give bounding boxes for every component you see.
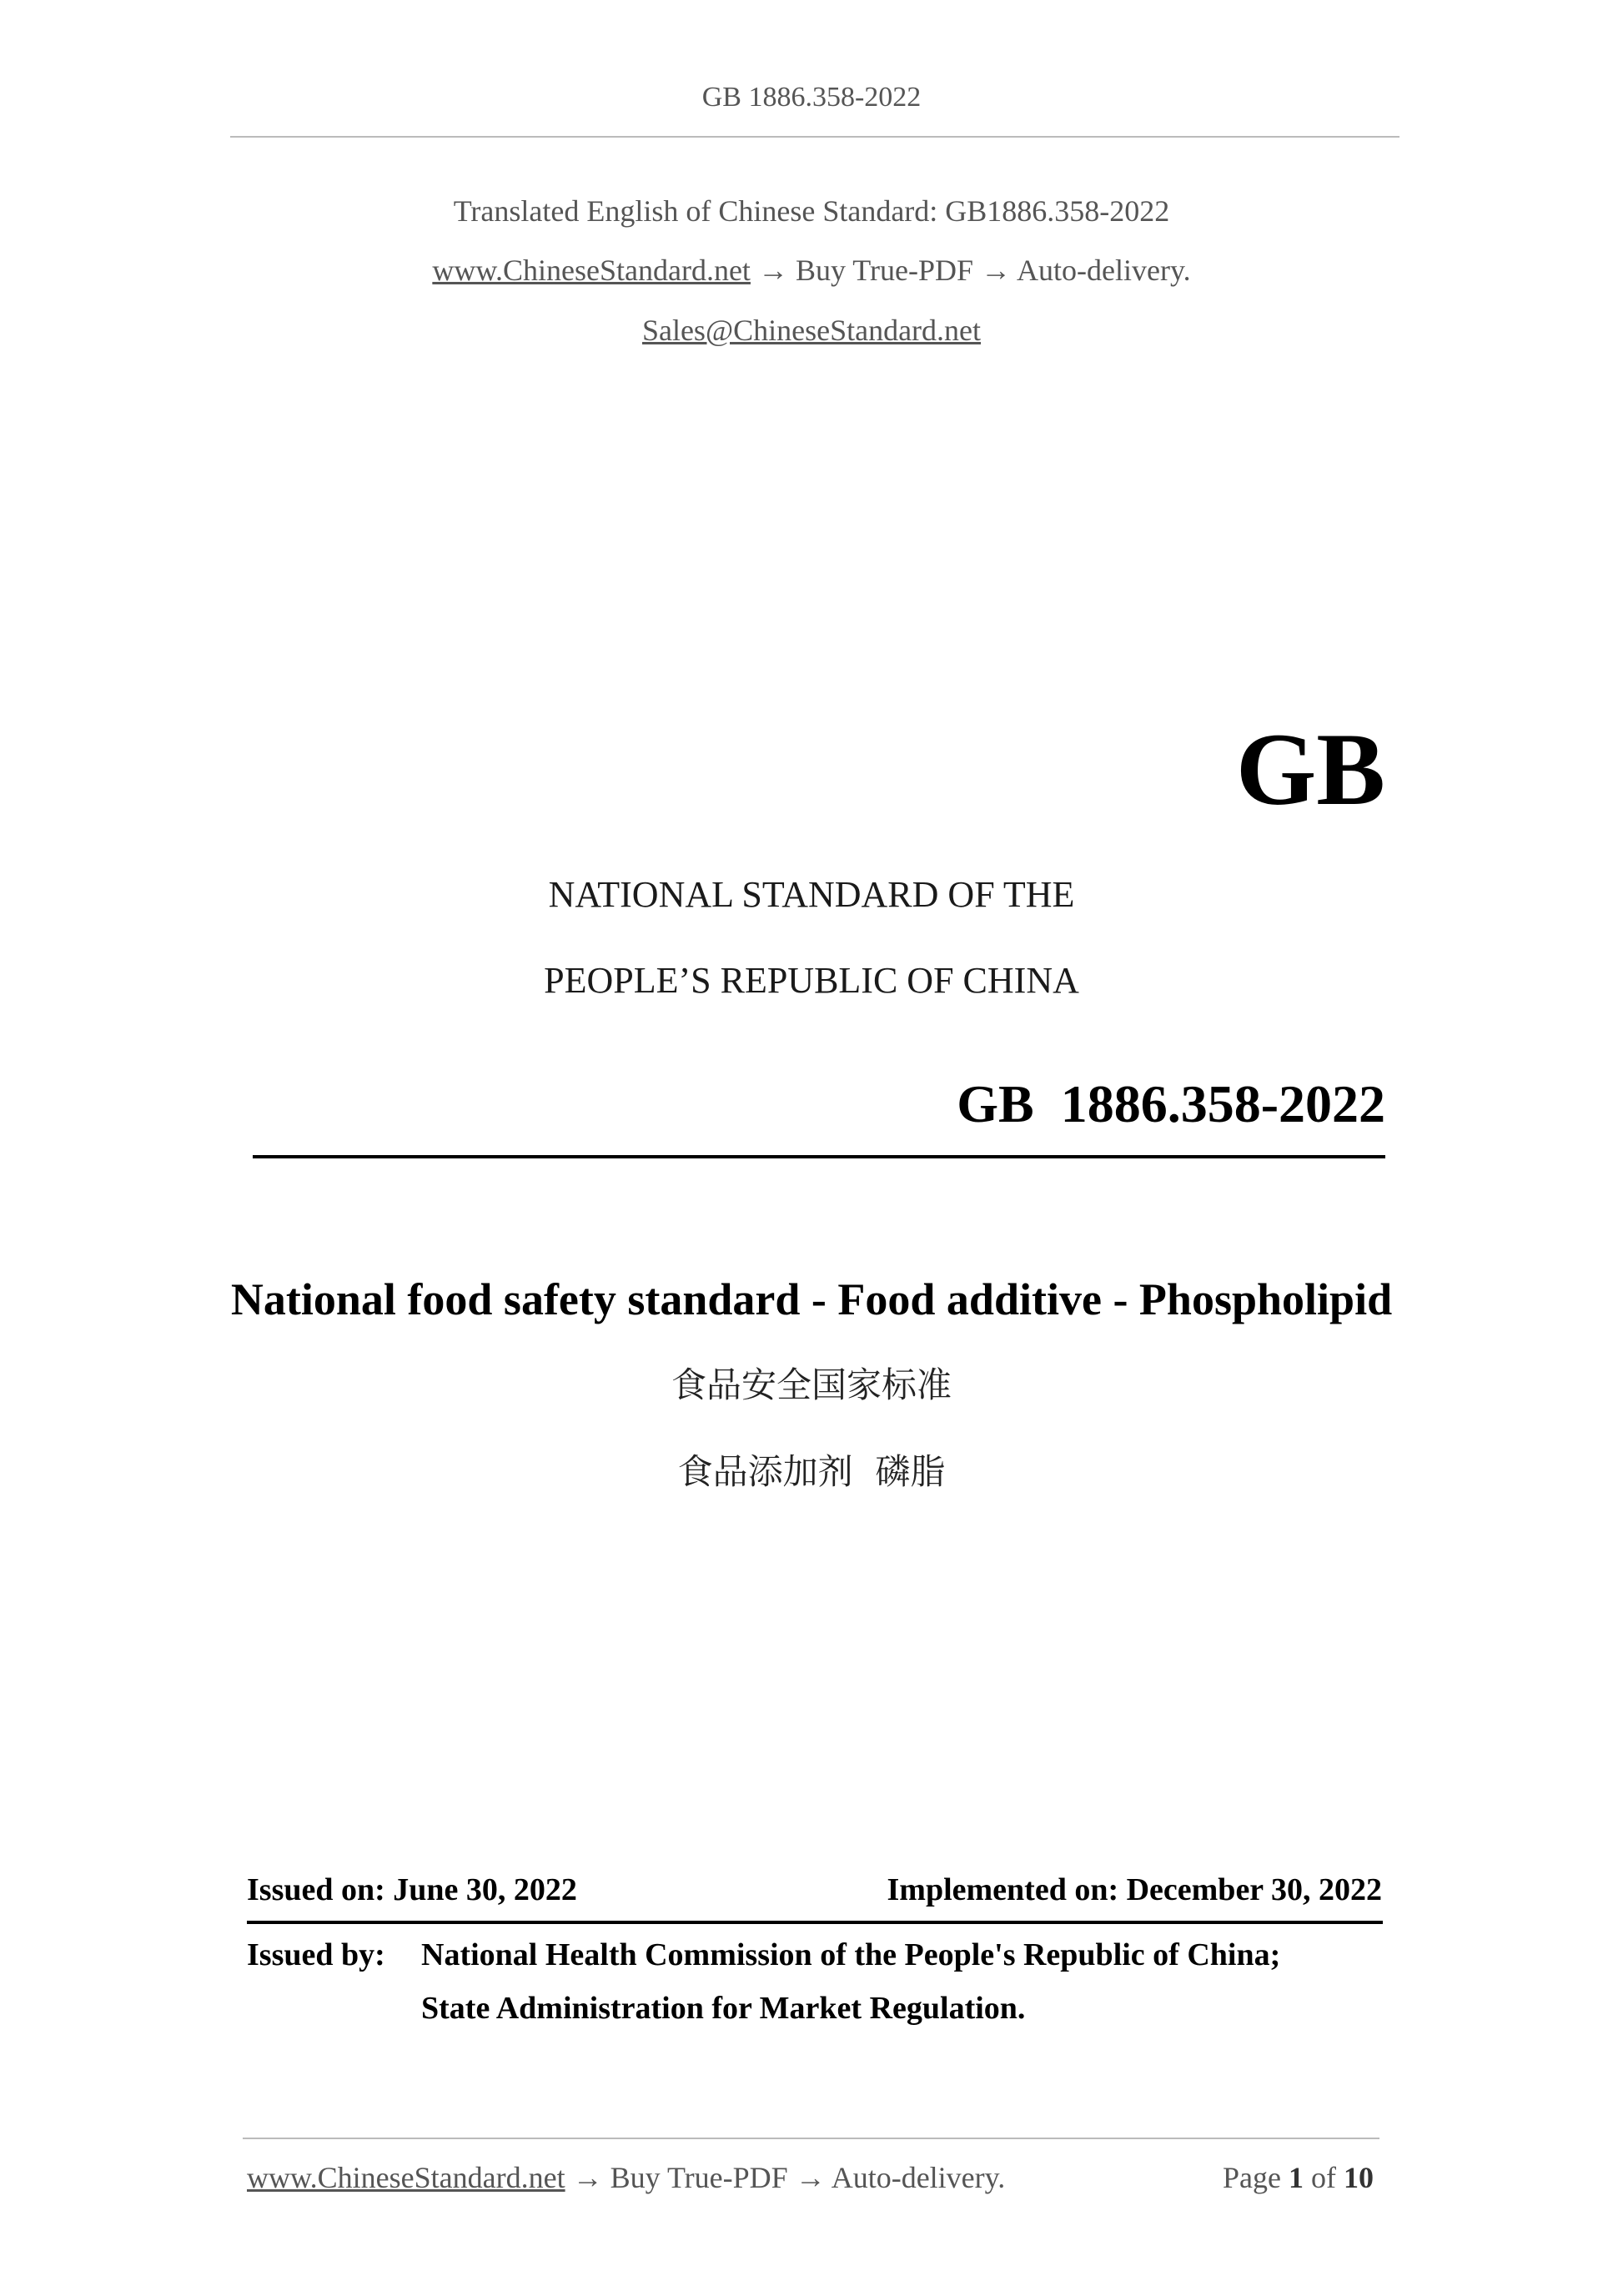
- gb-logo: GB: [1235, 712, 1385, 826]
- implemented-on-date: Implemented on: December 30, 2022: [887, 1872, 1382, 1907]
- page-label: Page: [1223, 2161, 1281, 2194]
- buy-pdf-text: Buy True-PDF: [795, 254, 974, 287]
- issued-by-authority-2: State Administration for Market Regulation.: [421, 1991, 1026, 2026]
- national-standard-line1: NATIONAL STANDARD OF THE: [548, 874, 1075, 915]
- header-divider: [230, 136, 1399, 138]
- translation-notice: Translated English of Chinese Standard: GB1886.358-2022: [453, 194, 1170, 228]
- website-link[interactable]: www.ChineseStandard.net: [432, 254, 751, 287]
- english-title: National food safety standard - Food additive - Phospholipid: [230, 1274, 1393, 1324]
- sales-email-line: [0, 313, 1623, 348]
- arrow-right-icon: →: [981, 254, 1012, 287]
- chinese-title-line1: 食品安全国家标准: [671, 1364, 952, 1405]
- issued-by-authority-1: National Health Commission of the People's Republic of China;: [421, 1937, 1281, 1972]
- dates-rule: [247, 1921, 1383, 1924]
- arrow-right-icon: →: [795, 2161, 826, 2194]
- running-header: GB 1886.358-2022: [701, 82, 922, 113]
- page-total: 10: [1344, 2161, 1374, 2194]
- standard-number-rule: [253, 1155, 1385, 1158]
- auto-delivery-text: Auto-delivery.: [1017, 254, 1191, 287]
- issued-by-label: Issued by:: [247, 1937, 385, 1972]
- arrow-right-icon: →: [757, 254, 788, 287]
- page-of-label: of: [1311, 2161, 1336, 2194]
- footer-website-link[interactable]: www.ChineseStandard.net: [247, 2161, 565, 2194]
- footer-purchase-links: [247, 2160, 1005, 2195]
- issued-on-date: Issued on: June 30, 2022: [247, 1872, 577, 1907]
- footer-buy-pdf-text: Buy True-PDF: [610, 2161, 788, 2194]
- sales-email-link[interactable]: Sales@ChineseStandard.net: [641, 314, 982, 347]
- standard-number: GB 1886.358-2022: [957, 1074, 1385, 1133]
- page-indicator: [1223, 2160, 1374, 2195]
- footer-divider: [243, 2138, 1379, 2139]
- purchase-links-line: [0, 253, 1623, 288]
- arrow-right-icon: →: [572, 2161, 603, 2194]
- page-current: 1: [1289, 2161, 1304, 2194]
- national-standard-line2: PEOPLE’S REPUBLIC OF CHINA: [544, 960, 1079, 1001]
- chinese-title-line2: 食品添加剂 磷脂: [677, 1451, 946, 1492]
- footer-auto-delivery-text: Auto-delivery.: [831, 2161, 1006, 2194]
